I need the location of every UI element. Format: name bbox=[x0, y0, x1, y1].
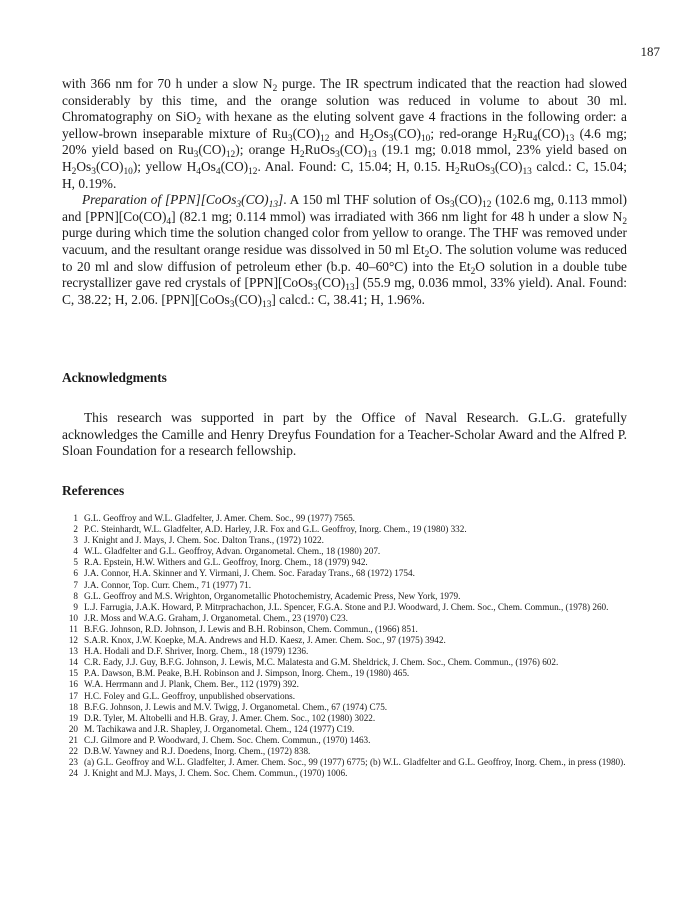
subscript: 10 bbox=[123, 166, 133, 177]
reference-item bbox=[62, 580, 632, 591]
acknowledgments-text: This research was supported in part by the Office of Naval Research. G.L.G. gratefully acknowledges the Camille and Henry Dreyfus Foundation for a Teacher-Scholar Award and the Alfred P. Sloan Foundation for a research fellowship. bbox=[62, 410, 627, 459]
subscript: 2 bbox=[272, 83, 278, 94]
text-run: (CO) bbox=[339, 142, 368, 158]
text-run: Os bbox=[373, 125, 389, 141]
reference-number: 14 bbox=[68, 657, 78, 668]
text-run: O solution in a double tube recrystallizer gave red crystals of [PPN][CoOs bbox=[62, 258, 628, 291]
reference-number: 15 bbox=[68, 668, 78, 679]
reference-item bbox=[62, 557, 632, 568]
reference-text bbox=[84, 568, 632, 579]
reference-text bbox=[84, 624, 632, 635]
reference-text bbox=[84, 746, 632, 757]
reference-item bbox=[62, 735, 632, 746]
text-run: . Anal. Found: C, 15.04; H, 0.15. H bbox=[257, 158, 456, 174]
text-run: (102.6 mg, 0.113 mmol) and [PPN][Co(CO) bbox=[62, 192, 627, 224]
subscript: 2 bbox=[455, 166, 460, 177]
reference-number: 3 bbox=[73, 535, 78, 546]
subscript: 12 bbox=[320, 133, 330, 144]
subscript: 2 bbox=[470, 266, 476, 277]
text-run: ; red-orange H bbox=[430, 125, 513, 141]
text-run: RuOs bbox=[459, 158, 491, 174]
text-run: (CO) bbox=[393, 125, 421, 141]
text-run: (CO) bbox=[454, 192, 483, 208]
subscript: 4 bbox=[166, 216, 172, 227]
text-run: purge. The IR spectrum indicated that the reaction had slowed considerably by this time, and the orange solution was reduced in volume to about 30 ml. Chromatography on SiO bbox=[62, 76, 628, 125]
reference-text bbox=[84, 546, 632, 557]
text-run: S.A.R. Knox, J.W. Koepke, M.A. Andrews and H.D. Kaesz, J. Amer. Chem. Soc., 97 (1975) 3942. bbox=[84, 635, 446, 646]
reference-text bbox=[84, 524, 632, 535]
reference-number: 1 bbox=[73, 513, 78, 523]
reference-number: 5 bbox=[73, 557, 78, 568]
text-run: (19.1 mg; 0.018 mmol, 23% yield based on H bbox=[62, 142, 627, 174]
text-run: O. The solution volume was reduced to 20 ml and slow diffusion of petroleum ether (b.p. 40–60°C) into the Et bbox=[62, 241, 628, 274]
text-run: Ru bbox=[517, 125, 533, 141]
subscript: 13 bbox=[564, 133, 575, 144]
subscript: 13 bbox=[262, 299, 272, 310]
reference-text bbox=[84, 702, 632, 713]
reference-item bbox=[62, 713, 632, 724]
text-run: Os bbox=[76, 158, 92, 174]
reference-number: 19 bbox=[68, 712, 78, 723]
reference-text bbox=[84, 591, 632, 602]
reference-item bbox=[62, 535, 632, 546]
text-run: purge during which time the solution changed color from yellow to orange. The THF was removed under vacuum, and the resultant orange residue was dissolved in 50 ml Et bbox=[62, 225, 627, 257]
reference-number: 23 bbox=[68, 757, 78, 768]
text-run: C.R. Eady, J.J. Guy, B.F.G. Johnson, J. Lewis, M.C. Malatesta and G.M. Sheldrick, J. Chem. Soc., Chem. Commun., (1976) 602. bbox=[84, 657, 559, 668]
text-run: R.A. Epstein, H.W. Withers and G.L. Geoffroy, Inorg. Chem., 18 (1979) 942. bbox=[84, 557, 368, 568]
text-run: W.L. Gladfelter and G.L. Geoffroy, Advan. Organometal. Chem., 18 (1980) 207. bbox=[84, 546, 381, 557]
subscript: 3 bbox=[449, 199, 455, 210]
reference-text bbox=[84, 735, 632, 746]
reference-item bbox=[62, 724, 632, 735]
text-run: (CO) bbox=[220, 158, 249, 174]
subscript: 2 bbox=[512, 133, 518, 144]
reference-text bbox=[84, 724, 632, 735]
text-run: J.A. Connor, Top. Curr. Chem., 71 (1977) 71. bbox=[84, 579, 251, 590]
paragraph-ru-os-cluster bbox=[62, 76, 627, 192]
reference-number: 17 bbox=[68, 690, 78, 701]
reference-text bbox=[84, 713, 632, 724]
reference-number: 9 bbox=[73, 601, 78, 612]
text-run: with 366 nm for 70 h under a slow N bbox=[62, 76, 273, 91]
text-run: W.A. Herrmann and J. Plank, Chem. Ber., 112 (1979) 392. bbox=[84, 679, 299, 690]
text-run: ); yellow H bbox=[132, 158, 197, 174]
text-run: G.L. Geoffroy and W.L. Gladfelter, J. Amer. Chem. Soc., 99 (1977) 7565. bbox=[84, 513, 355, 523]
reference-item bbox=[62, 757, 632, 768]
subscript: 4 bbox=[215, 166, 221, 177]
text-run: J.R. Moss and W.A.G. Graham, J. Organometal. Chem., 23 (1970) C23. bbox=[84, 612, 348, 623]
reference-text bbox=[84, 557, 632, 568]
subscript: 4 bbox=[196, 166, 201, 177]
text-run: C.J. Gilmore and P. Woodward, J. Chem. Soc. Chem. Commun., (1970) 1463. bbox=[84, 734, 371, 745]
text-run: (CO) bbox=[234, 291, 262, 307]
text-run: H.C. Foley and G.L. Geoffroy, unpublished observations. bbox=[84, 690, 296, 701]
text-run: Preparation of [PPN][CoOs bbox=[82, 192, 237, 208]
text-run: (a) G.L. Geoffroy and W.L. Gladfelter, J. Amer. Chem. Soc., 99 (1977) 6775; (b) W.L. Gladfelter and G.L. Geoffroy, Inorg. Chem., in press (1980). bbox=[84, 757, 626, 768]
subscript: 3 bbox=[236, 199, 242, 210]
subscript: 2 bbox=[424, 249, 430, 260]
text-run: J.A. Connor, H.A. Skinner and Y. Virmani, J. Chem. Soc. Faraday Trans., 68 (1972) 1754. bbox=[84, 568, 415, 579]
subscript: 2 bbox=[622, 216, 627, 227]
reference-item bbox=[62, 702, 632, 713]
reference-item bbox=[62, 524, 632, 535]
reference-text bbox=[84, 657, 632, 668]
references-heading: References bbox=[62, 483, 125, 498]
reference-number: 12 bbox=[68, 635, 78, 646]
reference-item bbox=[62, 591, 632, 602]
reference-text bbox=[84, 635, 632, 646]
reference-item bbox=[62, 679, 632, 690]
text-run: L.J. Farrugia, J.A.K. Howard, P. Mitrprachachon, J.L. Spencer, F.G.A. Stone and P.J. Woodward, J. Chem. Soc., Chem. Commun., (1978) 260. bbox=[84, 601, 609, 612]
subscript: 12 bbox=[482, 199, 492, 210]
reference-text bbox=[84, 757, 632, 768]
text-run: RuOs bbox=[304, 142, 336, 158]
acknowledgments-heading: Acknowledgments bbox=[62, 370, 167, 385]
reference-text bbox=[84, 535, 632, 546]
subscript: 13 bbox=[268, 199, 279, 210]
subscript: 3 bbox=[91, 166, 96, 177]
text-run: ); orange H bbox=[235, 142, 300, 158]
text-run: D.R. Tyler, M. Altobelli and H.B. Gray, J. Amer. Chem. Soc., 102 (1980) 3022. bbox=[84, 712, 376, 723]
text-run: Os bbox=[200, 158, 216, 174]
subscript: 3 bbox=[193, 150, 199, 161]
page-number: 187 bbox=[640, 44, 660, 59]
reference-item bbox=[62, 568, 632, 579]
reference-number: 11 bbox=[69, 623, 78, 634]
text-run: . A 150 ml THF solution of Os bbox=[283, 192, 450, 208]
reference-item bbox=[62, 657, 632, 668]
text-run: P.A. Dawson, B.M. Peake, B.H. Robinson and J. Simpson, Inorg. Chem., 19 (1980) 465. bbox=[84, 668, 410, 679]
subscript: 3 bbox=[388, 133, 394, 144]
text-run: (CO) bbox=[292, 125, 321, 141]
reference-item bbox=[62, 546, 632, 557]
paragraph-ppn-coos3-preparation bbox=[62, 192, 627, 308]
text-run: B.F.G. Johnson, J. Lewis and M.V. Twigg, J. Organometal. Chem., 67 (1974) C75. bbox=[84, 701, 388, 712]
subscript: 3 bbox=[229, 299, 235, 310]
text-run: (CO) bbox=[241, 192, 269, 208]
reference-number: 4 bbox=[73, 546, 78, 557]
subscript: 2 bbox=[71, 166, 77, 177]
text-run: J. Knight and J. Mays, J. Chem. Soc. Dalton Trans., (1972) 1022. bbox=[84, 535, 324, 546]
text-run: calcd.: C, 15.04; H, 0.19%. bbox=[62, 158, 627, 191]
reference-item bbox=[62, 746, 632, 757]
subscript: 2 bbox=[299, 150, 305, 161]
reference-text bbox=[84, 679, 632, 690]
reference-item bbox=[62, 646, 632, 657]
subscript: 4 bbox=[532, 133, 538, 144]
text-run: P.C. Steinhardt, W.L. Gladfelter, A.D. Harley, J.R. Fox and G.L. Geoffroy, Inorg. Chem., 19 (1980) 332. bbox=[84, 524, 467, 535]
reference-item bbox=[62, 602, 632, 613]
text-run: (CO) bbox=[317, 275, 346, 291]
experimental-text bbox=[62, 76, 627, 308]
subscript: 12 bbox=[225, 150, 236, 161]
reference-number: 22 bbox=[68, 745, 78, 756]
text-run: H.A. Hodali and D.F. Shriver, Inorg. Chem., 18 (1979) 1236. bbox=[84, 646, 309, 657]
text-run: G.L. Geoffroy and M.S. Wrighton, Organometallic Photochemistry, Academic Press, New York, 1979. bbox=[84, 590, 461, 601]
subscript: 13 bbox=[367, 150, 377, 161]
subscript: 2 bbox=[369, 133, 374, 144]
reference-text bbox=[84, 646, 632, 657]
text-run: ] bbox=[278, 192, 284, 208]
reference-number: 2 bbox=[73, 524, 78, 535]
reference-number: 10 bbox=[68, 612, 78, 623]
reference-text bbox=[84, 768, 632, 779]
text-run: (CO) bbox=[494, 158, 523, 174]
reference-text bbox=[84, 602, 632, 613]
reference-item bbox=[62, 513, 632, 524]
text-run: (CO) bbox=[95, 158, 124, 174]
reference-number: 24 bbox=[68, 768, 78, 779]
reference-number: 7 bbox=[73, 579, 78, 590]
subscript: 10 bbox=[420, 133, 431, 144]
reference-number: 13 bbox=[68, 646, 78, 657]
reference-item bbox=[62, 613, 632, 624]
text-run: D.B.W. Yawney and R.J. Doedens, Inorg. Chem., (1972) 838. bbox=[84, 745, 311, 756]
subscript: 12 bbox=[248, 166, 258, 177]
reference-number: 20 bbox=[68, 723, 78, 734]
subscript: 13 bbox=[522, 166, 532, 177]
subscript: 3 bbox=[313, 282, 318, 293]
subscript: 3 bbox=[490, 166, 495, 177]
text-run: ] calcd.: C, 38.41; H, 1.96%. bbox=[271, 291, 425, 307]
reference-number: 18 bbox=[68, 701, 78, 712]
reference-text bbox=[84, 513, 632, 524]
reference-text bbox=[84, 580, 632, 591]
text-run: ] (55.9 mg, 0.036 mmol, 33% yield). Anal. Found: C, 38.22; H, 2.06. [PPN][CoOs bbox=[62, 275, 627, 307]
reference-text bbox=[84, 691, 632, 702]
text-run: and H bbox=[329, 125, 370, 141]
reference-item bbox=[62, 691, 632, 702]
text-run: with hexane as the eluting solvent gave 4 fractions in the following order: a yellow-brown inseparable mixture of Ru bbox=[62, 109, 628, 141]
text-run: J. Knight and M.J. Mays, J. Chem. Soc. Chem. Commun., (1970) 1006. bbox=[84, 768, 348, 779]
reference-number: 8 bbox=[73, 590, 78, 601]
text-run: B.F.G. Johnson, R.D. Johnson, J. Lewis and B.H. Robinson, Chem. Commun., (1966) 851. bbox=[84, 623, 418, 634]
text-run: M. Tachikawa and J.R. Shapley, J. Organometal. Chem., 124 (1977) C19. bbox=[84, 723, 355, 734]
reference-item bbox=[62, 635, 632, 646]
reference-item bbox=[62, 768, 632, 779]
reference-item bbox=[62, 668, 632, 679]
text-run: (CO) bbox=[198, 142, 226, 158]
reference-number: 21 bbox=[68, 734, 78, 745]
text-run: (4.6 mg; 20% yield based on Ru bbox=[62, 125, 628, 158]
reference-text bbox=[84, 613, 632, 624]
subscript: 3 bbox=[335, 150, 340, 161]
reference-text bbox=[84, 668, 632, 679]
reference-number: 16 bbox=[68, 679, 78, 690]
subscript: 2 bbox=[196, 117, 201, 127]
references-list bbox=[62, 513, 632, 779]
reference-number: 6 bbox=[73, 568, 78, 579]
subscript: 13 bbox=[345, 282, 355, 293]
subscript: 3 bbox=[287, 133, 293, 144]
text-run: ] (82.1 mg; 0.114 mmol) was irradiated with 366 nm light for 48 h under a slow N bbox=[171, 208, 623, 224]
reference-item bbox=[62, 624, 632, 635]
text-run: (CO) bbox=[537, 125, 565, 141]
